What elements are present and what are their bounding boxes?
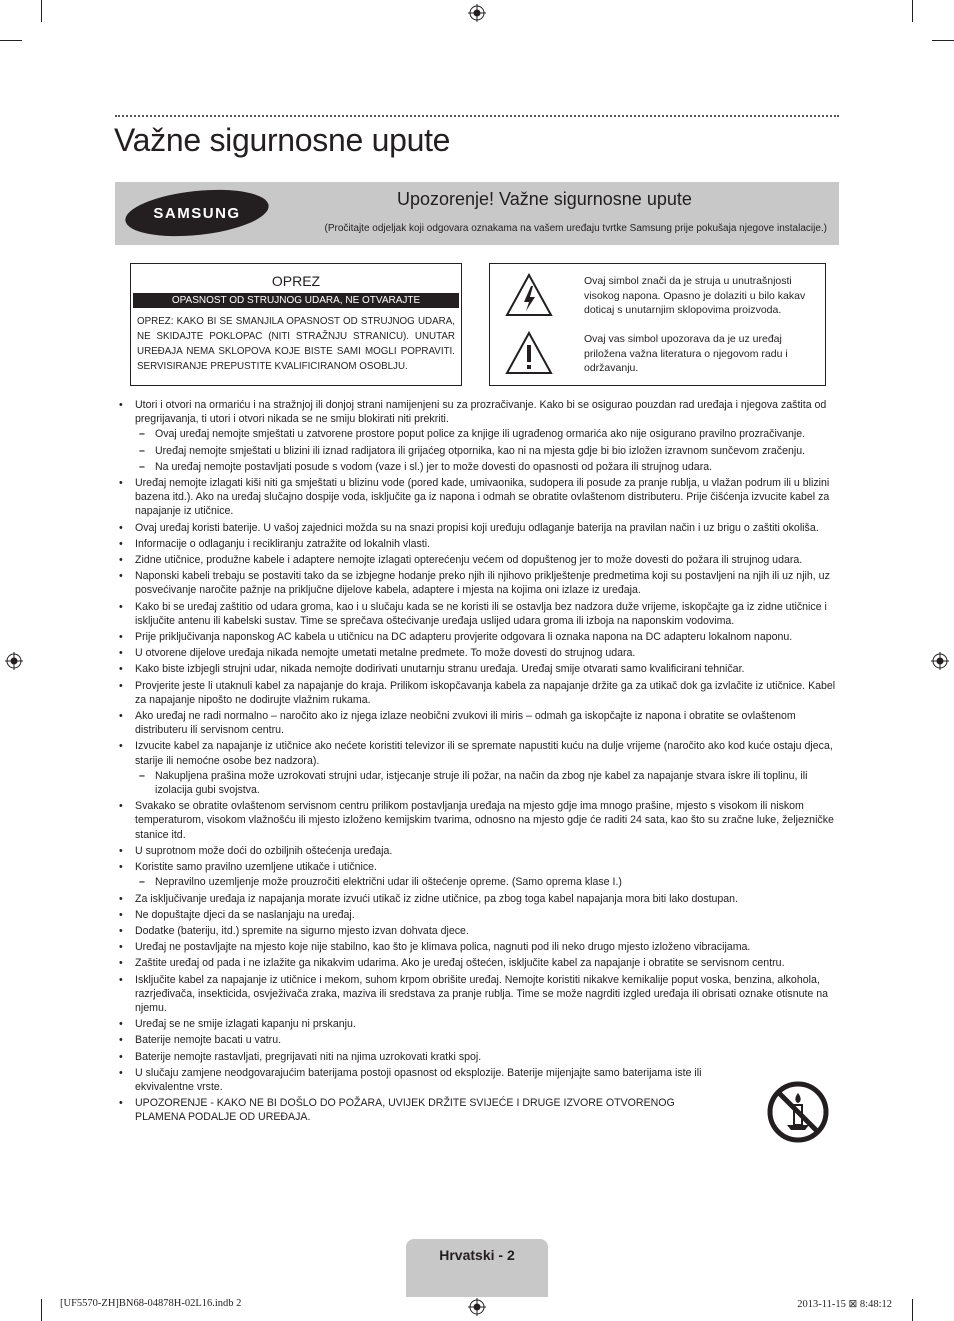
registration-mark-icon xyxy=(468,4,486,22)
list-item-text: UPOZORENJE - KAKO NE BI DOŠLO DO POŽARA, UVIJEK DRŽITE SVIJEĆE I DRUGE IZVORE OTVORENOG PLAMENA PODALJE OD UREĐAJA. xyxy=(135,1097,675,1124)
list-item xyxy=(119,892,841,906)
list-item xyxy=(119,908,841,922)
list-item xyxy=(119,569,841,597)
caution-heading: OPREZ xyxy=(271,273,321,289)
list-item-text: Ako uređaj ne radi normalno – naročito ako iz njega izlaze neobični zvukovi ili miris – odmah ga iskopčajte iz napona i obratite se ovlaštenom distributeru ili servisnom centru. xyxy=(135,710,796,737)
list-item-text: Zaštite uređaj od pada i ne izlažite ga nikakvim udarima. Ako je uređaj oštećen, isključite kabel za napajanje i obratite se servisnom centru. xyxy=(135,957,785,970)
list-item-text: Baterije nemojte bacati u vatru. xyxy=(135,1034,282,1047)
list-item-text: Koristite samo pravilno uzemljene utikače i utičnice. xyxy=(135,861,378,874)
registration-mark-icon xyxy=(5,652,23,670)
list-item xyxy=(119,662,841,676)
banner-subtitle: (Pročitajte odjeljak koji odgovara oznakama na vašem uređaju tvrtke Samsung prije pokušaja njegove instalacije.) xyxy=(324,223,827,234)
title-divider xyxy=(115,115,839,117)
samsung-logo xyxy=(123,188,271,238)
list-item xyxy=(119,521,841,535)
list-item-text: Uređaj se ne smije izlagati kapanju ni prskanju. xyxy=(135,1018,356,1031)
sub-list-item: – Nepravilno uzemljenje može prouzročiti električni udar ili oštećenje opreme. (Samo oprema klase I.) xyxy=(135,875,841,889)
registration-mark-icon xyxy=(931,652,949,670)
footer-file-info: [UF5570-ZH]BN68-04878H-02L16.indb 2 xyxy=(60,1298,242,1309)
list-item-text: Kako bi se uređaj zaštitio od udara groma, kao i u slučaju kada se ne koristi ili se ostavlja bez nadzora duže vrijeme, iskopčajte ga iz zidne utičnice i isključite antenu ili kabelski sustav. Time se sprečava oštećivanje uređaja uslijed udara groma ili izboja na naponskim vodovima. xyxy=(135,600,827,627)
page-title: Važne sigurnosne upute xyxy=(114,122,451,158)
list-item-text: Ovaj uređaj koristi baterije. U vašoj zajednici možda su na snazi propisi koji uređuju odlaganje baterija na pravilan način i uz brigu o zaštiti okoliša. xyxy=(135,521,819,534)
exclamation-triangle-icon xyxy=(504,330,554,376)
sub-list-item: – Uređaj nemojte smještati u blizini ili iznad radijatora ili grijaćeg otpornika, kao ni na mjesta gdje bi bio izložen izravnom sunčevom zračenju. xyxy=(135,444,841,458)
list-item xyxy=(119,973,841,1016)
symbols-box xyxy=(489,263,826,386)
list-item xyxy=(119,739,841,797)
list-item-text: Informacije o odlaganju i recikliranju zatražite od lokalnih vlasti. xyxy=(135,537,431,550)
list-item xyxy=(119,709,841,737)
list-item-text: Ne dopuštajte djeci da se naslanjaju na uređaj. xyxy=(135,908,355,921)
list-item-text: Baterije nemojte rastavljati, pregrijavati niti na njima uzrokovati kratki spoj. xyxy=(135,1050,482,1063)
sub-list xyxy=(135,875,841,889)
list-item-text: Svakako se obratite ovlaštenom servisnom centru prilikom postavljanja uređaja na mjesto gdje ima mnogo prašine, mjesto s visokom ili niskom temperaturom, visokom vlažnošću ili mjesto izloženo kemijskim tvarima, odnosno na mjesto gdje će raditi 24 sata, kao što su zračne luke, željezničke stanice itd. xyxy=(135,800,834,841)
page-number-tab xyxy=(406,1239,548,1297)
safety-instructions-list xyxy=(119,398,841,1127)
list-item xyxy=(119,646,841,660)
crop-mark xyxy=(0,40,22,41)
list-item xyxy=(119,600,841,628)
banner-title: Upozorenje! Važne sigurnosne upute xyxy=(397,189,692,209)
list-item xyxy=(119,537,841,551)
list-item-text: Izvucite kabel za napajanje iz utičnice ako nećete koristiti televizor ili se spremate napustiti kuću na dulje vrijeme (naročito ako kod kuće ostaju djeca, starije ili nemoćne osobe bez nadzora). xyxy=(135,740,833,767)
no-open-flame-icon xyxy=(767,1081,829,1143)
list-item xyxy=(119,398,841,474)
list-item-text: Utori i otvori na ormariću i na stražnjoj ili donjoj strani namijenjeni su za prozračivanje. Kako bi se osigurao pouzdan rad uređaja i njegova zaštita od pregrijavanja, ti utori i otvori nikada se ne smiju blokirati niti prekriti. xyxy=(135,399,827,426)
list-item-text: Provjerite jeste li utaknuli kabel za napajanje do kraja. Prilikom iskopčavanja kabela za napajanje držite ga za utikač dok ga izvlačite iz utičnice. Kabel za napajanje nipošto ne dodirujte vlažnim rukama. xyxy=(135,679,836,706)
crop-mark xyxy=(912,1299,913,1321)
list-item xyxy=(119,940,841,954)
list-item xyxy=(119,924,841,938)
sub-list-item: – Ovaj uređaj nemojte smještati u zatvorene prostore poput police za knjige ili ugrađenog ormarića ako nije osigurano pravilno prozračivanje. xyxy=(135,427,841,441)
crop-mark xyxy=(932,40,954,41)
list-item xyxy=(119,679,841,707)
symbol-description: Ovaj simbol znači da je struja u unutrašnjosti visokog napona. Opasno je dolaziti u bilo kakav doticaj s unutarnjim sklopovima proizvoda. xyxy=(584,275,806,316)
list-item-text: Uređaj nemojte izlagati kiši niti ga smještati u blizinu vode (pored kade, umivaonika, sudopera ili posude za pranje rublja, u vlažan podrum ili u blizini bazena itd.). Ako na uređaj slučajno dospije voda, isključite ga iz napona i odmah se obratite ovlaštenom distributeru. Prije čišćenja izvucite kabel za napajanje iz utičnice. xyxy=(135,477,830,518)
list-item-text: Naponski kabeli trebaju se postaviti tako da se izbjegne hodanje preko njih ili njihovo priklještenje predmetima koji su postavljeni na njih ili uz njih, uz posvećivanje naročite pažnje na priključne dijelove kabela, adaptere i mjesta na kojima oni izlaze iz uređaja. xyxy=(135,570,830,597)
sub-list xyxy=(135,427,841,474)
list-item xyxy=(119,1050,841,1064)
list-item xyxy=(119,630,841,644)
crop-mark xyxy=(912,0,913,22)
list-item xyxy=(119,1096,841,1124)
symbol-description: Ovaj vas simbol upozorava da je uz uređaj priložena važna literatura o njegovom radu i održavanju. xyxy=(584,333,788,374)
svg-text:SAMSUNG: SAMSUNG xyxy=(153,205,241,222)
registration-mark-icon xyxy=(468,1298,486,1316)
list-item xyxy=(119,1066,841,1094)
list-item-text: U suprotnom može doći do ozbiljnih oštećenja uređaja. xyxy=(135,844,393,857)
list-item-text: U slučaju zamjene neodgovarajućim baterijama postoji opasnost od eksplozije. Baterije mijenjajte samo baterijama iste ili ekvivalentne vrste. xyxy=(135,1066,702,1093)
sub-list-item: – Nakupljena prašina može uzrokovati strujni udar, istjecanje struje ili požar, na način da zbog nje kabel za napajanje stvara iskre ili toplinu, ili izolacija gubi svojstva. xyxy=(135,769,841,797)
list-item xyxy=(119,476,841,519)
list-item-text: Prije priključivanja naponskog AC kabela u utičnicu na DC adapteru provjerite odgovara li oznaka napona na DC adapteru lokalnom naponu. xyxy=(135,631,793,644)
list-item xyxy=(119,860,841,889)
list-item xyxy=(119,553,841,567)
crop-mark xyxy=(41,0,42,22)
page-number: Hrvatski - 2 xyxy=(439,1247,515,1263)
list-item-text: U otvorene dijelove uređaja nikada nemojte umetati metalne predmete. To može dovesti do strujnog udara. xyxy=(135,647,636,660)
crop-mark xyxy=(41,1299,42,1321)
list-item xyxy=(119,1033,841,1047)
list-item-text: Zidne utičnice, produžne kabele i adaptere nemojte izlagati opterećenju većem od dopuštenog jer to može dovesti do požara ili strujnog udara. xyxy=(135,554,803,567)
warning-banner xyxy=(115,182,839,245)
lightning-triangle-icon xyxy=(504,272,554,318)
caution-text: OPREZ: KAKO BI SE SMANJILA OPASNOST OD STRUJNOG UDARA, NE SKIDAJTE POKLOPAC (NITI STRAŽNJU STRANICU). UNUTAR UREĐAJA NEMA SKLOPOVA KOJE BISTE SAMI MOGLI POPRAVITI. SERVISIRANJE PREPUSTITE KVALIFICIRANOM OSOBLJU. xyxy=(137,316,455,372)
sub-list-item: – Na uređaj nemojte postavljati posude s vodom (vaze i sl.) jer to može dovesti do opasnosti od požara ili strujnog udara. xyxy=(135,460,841,474)
footer-timestamp: 2013-11-15 ⊠ 8:48:12 xyxy=(797,1299,892,1310)
list-item xyxy=(119,799,841,842)
list-item-text: Za isključivanje uređaja iz napajanja morate izvući utikač iz zidne utičnice, pa zbog toga kabel napajanja mora biti lako dostupan. xyxy=(135,892,739,905)
list-item-text: Kako biste izbjegli strujni udar, nikada nemojte dodirivati unutarnju stranu uređaja. Uređaj smije otvarati samo kvalificirani tehničar. xyxy=(135,663,745,676)
list-item xyxy=(119,1017,841,1031)
list-item xyxy=(119,956,841,970)
list-item-text: Isključite kabel za napajanje iz utičnice i mekom, suhom krpom obrišite uređaj. Nemojte koristiti nikakve kemikalije poput voska, benzina, alkohola, razrjeđivača, insekticida, osvježivača zraka, maziva ili sredstava za pranje rublja. Time se može nagrditi izgled uređaja ili obrisati oznake otisnute na njemu. xyxy=(135,973,829,1014)
caution-box xyxy=(130,263,462,386)
caution-bar: OPASNOST OD STRUJNOG UDARA, NE OTVARAJTE xyxy=(133,293,459,308)
list-item-text: Uređaj ne postavljajte na mjesto koje nije stabilno, kao što je klimava polica, nagnuti pod ili neko drugo mjesto izloženo vibracijama. xyxy=(135,941,751,954)
sub-list xyxy=(135,769,841,797)
list-item xyxy=(119,844,841,858)
list-item-text: Dodatke (bateriju, itd.) spremite na sigurno mjesto izvan dohvata djece. xyxy=(135,924,469,937)
